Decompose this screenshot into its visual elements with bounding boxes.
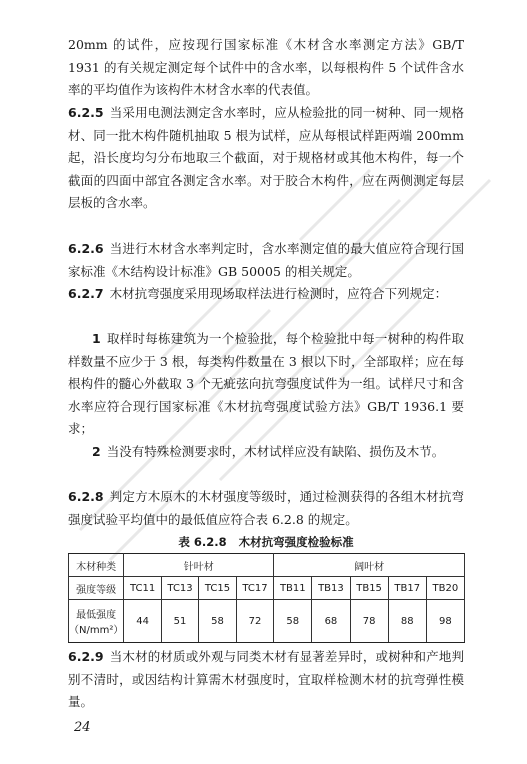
list-item-2 (68, 441, 464, 464)
strength-table (68, 553, 465, 643)
clause-6-2-7 (68, 283, 464, 306)
clause-text: 当木材的材质或外观与同类木材有显著差异时，或树种和产地判别不清时，或因结构计算需木材强度时，宜取样检测木材的抗弯弹性模量。 (68, 649, 464, 710)
grade-header: 强度等级 (69, 577, 124, 600)
strength-header (69, 600, 124, 643)
item-number: 1 (92, 331, 101, 346)
table-number: 表 6.2.8 (178, 535, 227, 549)
grade-cell: TC11 (124, 577, 161, 600)
clause-6-2-5 (68, 102, 464, 215)
item-text: 当没有特殊检测要求时，木材试样应没有缺陷、损伤及木节。 (106, 444, 445, 459)
hardwood-header: 阔叶材 (274, 554, 465, 577)
clause-6-2-9 (68, 646, 464, 714)
strength-cell: 51 (161, 600, 198, 643)
clause-text: 当采用电测法测定含水率时，应从检验批的同一树种、同一规格材、同一批木构件随机抽取 5 根为试样，应从每根试样距两端 200mm 起，沿长度均匀分布地取三个截面，对于规格材或其他木构件，每一个截面的四面中部宜各测定含水率。对于胶合木构件，应在两侧测定每层层板的含水率。 (68, 105, 464, 211)
grade-cell: TC13 (161, 577, 198, 600)
table-row (69, 600, 465, 643)
grade-cell: TB13 (312, 577, 350, 600)
item-number: 2 (92, 444, 101, 459)
item-text: 取样时每栋建筑为一个检验批，每个检验批中每一树种的构件取样数量不应少于 3 根，每类构件数量在 3 根以下时，全部取样；应在每根构件的髓心外截取 3 个无疵弦向抗弯强度试件为一组。试样尺寸和含水率应符合现行国家标准《木材抗弯强度试验方法》GB/T 1936.1 要求； (68, 331, 464, 437)
grade-cell: TB20 (426, 577, 464, 600)
strength-cell: 78 (350, 600, 388, 643)
list-item-1 (68, 328, 464, 441)
clause-number: 6.2.9 (68, 649, 104, 664)
strength-cell: 68 (312, 600, 350, 643)
table-caption (68, 534, 464, 550)
grade-cell: TB15 (350, 577, 388, 600)
clause-number: 6.2.5 (68, 105, 104, 120)
clause-text: 木材抗弯强度采用现场取样法进行检测时，应符合下列规定： (109, 286, 448, 301)
grade-cell: TB17 (388, 577, 426, 600)
table-row (69, 554, 465, 577)
strength-cell: 98 (426, 600, 464, 643)
clause-number: 6.2.6 (68, 241, 104, 256)
clause-text: 当进行木材含水率判定时，含水率测定值的最大值应符合现行国家标准《木结构设计标准》GB 50005 的相关规定。 (68, 241, 464, 279)
page-number: 24 (74, 720, 91, 735)
strength-header-line1: 最低强度 (76, 610, 117, 621)
species-header: 木材种类 (69, 554, 124, 577)
clause-6-2-6 (68, 238, 464, 283)
clause-number: 6.2.8 (68, 489, 104, 504)
paragraph-continuation (68, 34, 464, 102)
clause-number: 6.2.7 (68, 286, 104, 301)
strength-cell: 72 (236, 600, 273, 643)
table-row (69, 577, 465, 600)
strength-cell: 44 (124, 600, 161, 643)
table-title: 木材抗弯强度检验标准 (238, 535, 354, 549)
grade-cell: TB11 (274, 577, 312, 600)
grade-cell: TC15 (199, 577, 236, 600)
clause-text: 判定方木原木的木材强度等级时，通过检测获得的各组木材抗弯强度试验平均值中的最低值应符合表 6.2.8 的规定。 (68, 489, 464, 527)
softwood-header: 针叶材 (124, 554, 274, 577)
strength-cell: 88 (388, 600, 426, 643)
clause-6-2-8 (68, 486, 464, 531)
strength-cell: 58 (274, 600, 312, 643)
strength-header-unit: （N/mm²） (69, 625, 124, 636)
grade-cell: TC17 (236, 577, 273, 600)
strength-cell: 58 (199, 600, 236, 643)
paragraph-text: 20mm 的试件，应按现行国家标准《木材含水率测定方法》GB/T 1931 的有关规定测定每个试件中的含水率，以每根构件 5 个试件含水率的平均值作为该构件木材含水率的代表值。 (68, 37, 464, 98)
